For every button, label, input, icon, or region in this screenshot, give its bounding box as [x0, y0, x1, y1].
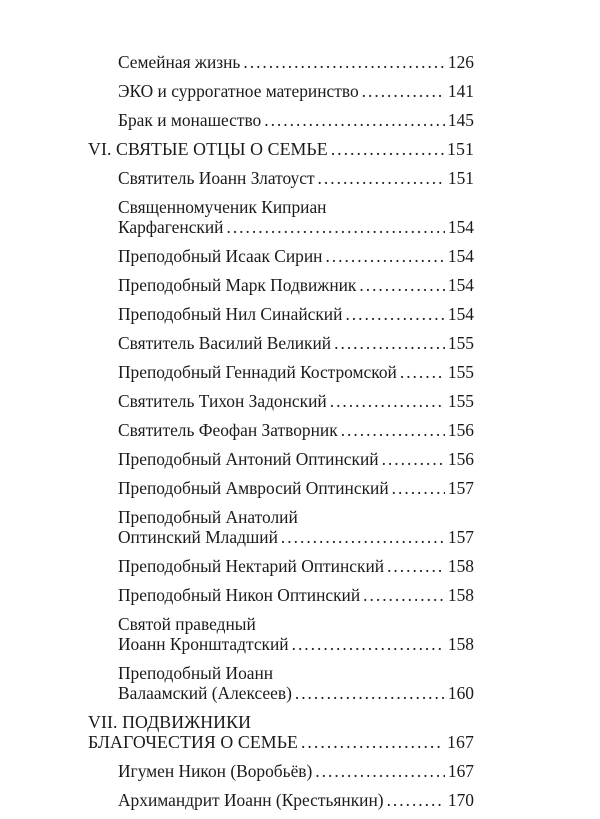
dot-leader: [295, 683, 445, 703]
toc-entry: [88, 362, 474, 382]
toc-entry-line: [118, 217, 474, 237]
dot-leader: [281, 527, 445, 547]
dot-leader: [400, 362, 445, 382]
toc-entry: [88, 333, 474, 353]
toc-entry-line: [118, 449, 474, 469]
toc-section-entry: [88, 712, 474, 752]
toc-entry-line: [118, 761, 474, 781]
toc-entry: [88, 304, 474, 324]
toc-entry-title: Святитель Тихон Задонский: [118, 391, 327, 411]
toc-entry: [88, 556, 474, 576]
toc-entry-title: Брак и монашество: [118, 110, 262, 130]
toc-entry-line: [118, 420, 474, 440]
toc-entry-line: [118, 585, 474, 605]
toc-page-number: 154: [447, 246, 474, 266]
toc-page-number: 151: [447, 168, 474, 188]
table-of-contents: [88, 52, 474, 819]
toc-entry-title: Валаамский (Алексеев): [118, 683, 292, 703]
toc-entry-title: Преподобный Анатолий: [118, 507, 298, 527]
toc-entry: [88, 391, 474, 411]
toc-entry-title: Преподобный Марк Подвижник: [118, 275, 357, 295]
toc-entry-line: [118, 478, 474, 498]
dot-leader: [243, 52, 445, 72]
toc-entry: [88, 478, 474, 498]
dot-leader: [301, 732, 444, 752]
toc-entry: [88, 275, 474, 295]
toc-entry: [88, 663, 474, 703]
toc-page-number: 145: [447, 110, 474, 130]
dot-leader: [292, 634, 445, 654]
toc-entry-line: [118, 527, 474, 547]
toc-page-number: 156: [447, 420, 474, 440]
toc-entry: [88, 110, 474, 130]
toc-entry: [88, 614, 474, 654]
toc-entry-title: Преподобный Нектарий Оптинский: [118, 556, 385, 576]
dot-leader: [264, 110, 445, 130]
toc-entry-title: Архимандрит Иоанн (Крестьянкин): [118, 790, 384, 810]
toc-page-number: 170: [447, 790, 474, 810]
dot-leader: [362, 81, 445, 101]
toc-page-number: 157: [447, 527, 474, 547]
toc-entry-title: Преподобный Антоний Оптинский: [118, 449, 379, 469]
toc-entry: [88, 197, 474, 237]
toc-page-number: 155: [447, 333, 474, 353]
toc-entry: [88, 449, 474, 469]
toc-page-number: 167: [447, 761, 474, 781]
toc-entry-title: VII. ПОДВИЖНИКИ: [88, 712, 252, 732]
dot-leader: [318, 168, 445, 188]
dot-leader: [226, 217, 444, 237]
dot-leader: [330, 391, 445, 411]
toc-entry-line: [118, 110, 474, 130]
toc-page-number: 126: [447, 52, 474, 72]
toc-entry-title: Святой праведный: [118, 614, 256, 634]
toc-entry-line: [88, 139, 474, 159]
toc-page-number: 155: [447, 362, 474, 382]
toc-entry-title: Преподобный Иоанн: [118, 663, 274, 683]
toc-entry-line: [118, 168, 474, 188]
toc-page-number: 154: [447, 217, 474, 237]
toc-entry-line: [118, 333, 474, 353]
toc-page-number: 154: [447, 275, 474, 295]
dot-leader: [387, 790, 445, 810]
toc-entry-title: Карфагенский: [118, 217, 224, 237]
toc-entry-line: [118, 52, 474, 72]
toc-entry-title: ЭКО и суррогатное материнство: [118, 81, 359, 101]
toc-entry-title: Игумен Никон (Воробьёв): [118, 761, 313, 781]
dot-leader: [392, 478, 445, 498]
toc-entry-title: Иоанн Кронштадтский: [118, 634, 289, 654]
toc-page-number: 141: [447, 81, 474, 101]
toc-entry: [88, 585, 474, 605]
toc-entry: [88, 790, 474, 810]
dot-leader: [331, 139, 444, 159]
toc-page-number: 157: [447, 478, 474, 498]
toc-page-number: 154: [447, 304, 474, 324]
toc-entry: [88, 507, 474, 547]
toc-entry-title: Семейная жизнь: [118, 52, 241, 72]
toc-entry-line: [88, 732, 474, 752]
toc-entry-line: [118, 362, 474, 382]
toc-entry: [88, 246, 474, 266]
toc-entry-title: Преподобный Нил Синайский: [118, 304, 343, 324]
toc-section-entry: [88, 139, 474, 159]
dot-leader: [363, 585, 445, 605]
toc-entry-title: Святитель Феофан Затворник: [118, 420, 338, 440]
toc-entry: [88, 81, 474, 101]
dot-leader: [345, 304, 444, 324]
toc-entry-title: Преподобный Амвросий Оптинский: [118, 478, 389, 498]
dot-leader: [334, 333, 445, 353]
toc-entry-title: Святитель Василий Великий: [118, 333, 332, 353]
toc-entry-line: [118, 634, 474, 654]
toc-entry-title: Преподобный Геннадий Костромской: [118, 362, 397, 382]
toc-entry-title: Преподобный Исаак Сирин: [118, 246, 323, 266]
toc-entry: [88, 761, 474, 781]
toc-page-number: 158: [447, 585, 474, 605]
dot-leader: [325, 246, 444, 266]
toc-page-number: 158: [447, 556, 474, 576]
toc-entry-line: [118, 246, 474, 266]
toc-entry-title: БЛАГОЧЕСТИЯ О СЕМЬЕ: [88, 732, 298, 752]
toc-entry-line: [118, 556, 474, 576]
toc-entry-line: [118, 81, 474, 101]
toc-page-number: 158: [447, 634, 474, 654]
toc-page-number: 156: [447, 449, 474, 469]
toc-entry-title: Священномученик Киприан: [118, 197, 327, 217]
toc-entry-line: [118, 391, 474, 411]
toc-entry-title: Святитель Иоанн Златоуст: [118, 168, 315, 188]
toc-entry-title: VI. СВЯТЫЕ ОТЦЫ О СЕМЬЕ: [88, 139, 328, 159]
toc-entry: [88, 52, 474, 72]
dot-leader: [315, 761, 445, 781]
toc-entry-line: [118, 790, 474, 810]
toc-page-number: 151: [447, 139, 474, 159]
dot-leader: [359, 275, 445, 295]
toc-entry: [88, 168, 474, 188]
toc-entry-line: [118, 275, 474, 295]
toc-entry-line: [118, 683, 474, 703]
toc-page-number: 155: [447, 391, 474, 411]
toc-entry-title: Оптинский Младший: [118, 527, 278, 547]
dot-leader: [387, 556, 445, 576]
toc-page-number: 167: [447, 732, 474, 752]
toc-entry-title: Преподобный Никон Оптинский: [118, 585, 361, 605]
dot-leader: [341, 420, 445, 440]
dot-leader: [382, 449, 445, 469]
toc-page-number: 160: [447, 683, 474, 703]
toc-entry-line: [118, 304, 474, 324]
toc-entry: [88, 420, 474, 440]
